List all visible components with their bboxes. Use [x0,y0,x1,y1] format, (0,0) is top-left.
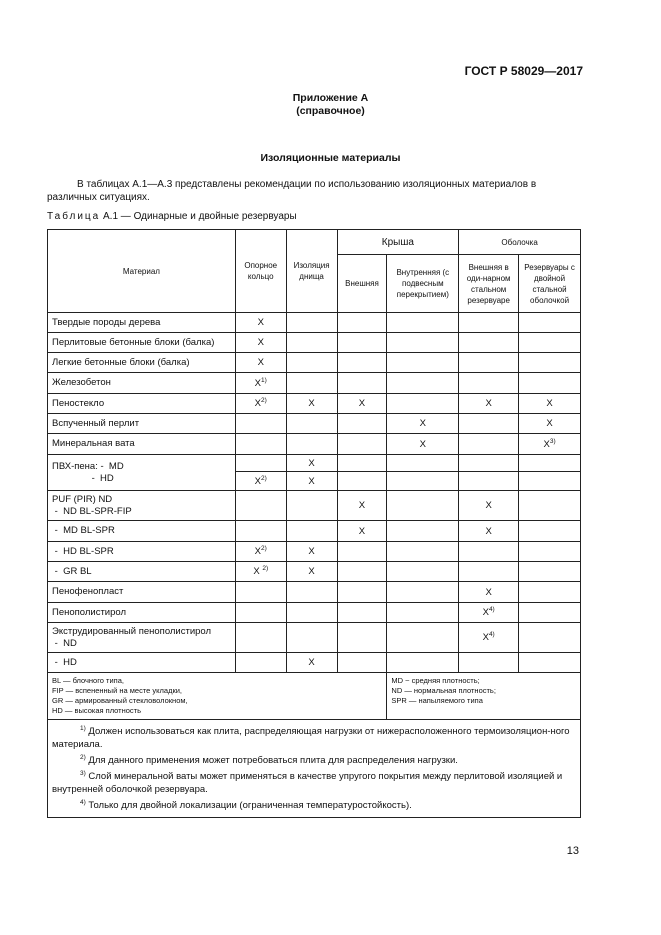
mark-cell [337,491,387,521]
mark: X [485,398,492,409]
mark-cell [519,491,581,521]
table-row [48,434,581,455]
mark: X [253,566,263,578]
intro-paragraph: В таблицах А.1—А.3 представлены рекомендации по использованию изоляционных материалов в различных ситуациях. [47,179,537,203]
mark-cell [459,653,519,673]
legend-entry: FIP — вспененный на месте укладки, [52,686,183,695]
mark-cell [337,414,387,434]
table-row [48,521,581,542]
header-roof-outer: Внешняя [337,255,387,313]
document-code: ГОСТ Р 58029—2017 [464,64,583,78]
mark-cell [459,333,519,353]
mark: X [358,500,366,511]
mark-cell [235,434,286,455]
mark-cell [519,373,581,394]
mark: X [358,525,366,537]
mark-cell [337,333,387,353]
mark: X [482,607,489,619]
mark-cell [387,353,459,373]
mark-cell [387,333,459,353]
table-row [48,542,581,562]
mark: X [543,439,550,451]
mark-cell [459,491,519,521]
mark-cell [235,542,286,562]
mark-cell [387,582,459,603]
mark: X [308,566,315,577]
material-cell: Минеральная вата [48,434,236,455]
mark-cell [459,521,519,542]
table-row [48,603,581,623]
mark: X [254,398,262,410]
mark-cell [286,434,337,455]
mark: X [485,586,492,598]
mark-cell [337,562,387,582]
legend-left [48,673,387,720]
mark-cell [387,623,459,653]
mark-cell [519,434,581,455]
mark-cell [519,521,581,542]
table-row [48,394,581,414]
mark: X [254,378,262,390]
mark-cell [235,394,286,414]
mark: X [308,546,315,557]
mark-cell [286,373,337,394]
legend-entry: ND — нормальная плотность; [391,686,496,695]
mark-cell [459,434,519,455]
legend-right [387,673,581,720]
mark: X [308,657,315,668]
mark-cell [286,394,337,414]
mark-cell [519,562,581,582]
material-cell: - GR BL [48,562,236,582]
mark-cell [235,414,286,434]
mark-cell [235,455,286,472]
footnote-number: 2) [80,754,86,762]
legend-entry: MD ~ средняя плотность; [391,676,480,685]
page-number: 13 [566,845,579,857]
mark-cell [459,373,519,394]
mark-cell [459,542,519,562]
material-cell: PUF (PIR) ND - ND BL-SPR-FIP [48,491,236,521]
mark-cell [519,603,581,623]
appendix-title: Приложение А [292,92,369,104]
mark: X [485,525,492,537]
mark-cell [337,472,387,491]
material-cell: Пенополистирол [48,603,236,623]
material-cell: Железобетон [48,373,236,394]
material-cell: Перлитовые бетонные блоки (балка) [48,333,236,353]
material-cell: - HD BL-SPR [48,542,236,562]
material-cell: Пеностекло [48,394,236,414]
footnote [52,796,576,812]
mark-cell [286,313,337,333]
table-row [48,414,581,434]
mark: X [257,317,264,328]
mark-cell [235,491,286,521]
footnote-ref: 2) [261,474,267,482]
mark-cell [459,455,519,472]
material-cell: Вспученный перлит [48,414,236,434]
mark-cell [519,623,581,653]
mark-cell [286,582,337,603]
mark-cell [337,582,387,603]
mark-cell [519,394,581,414]
mark: X [257,357,264,368]
legend-entry: BL — блочного типа, [52,676,124,685]
mark: X [482,632,489,644]
mark-cell [337,653,387,673]
footnote-ref: 3) [549,437,556,445]
footnote-number: 3) [80,770,86,778]
mark-cell [286,353,337,373]
table-caption-text: А.1 — Одинарные и двойные резервуары [100,211,297,222]
mark-cell [387,491,459,521]
table-caption-prefix: Таблица [47,211,101,222]
footnote [52,722,576,751]
mark-cell [286,414,337,434]
mark-cell [519,653,581,673]
mark-cell [519,455,581,472]
header-bottom: Изоляция днища [286,230,337,313]
mark-cell [387,394,459,414]
mark-cell [459,353,519,373]
mark-cell [387,653,459,673]
footnote-ref: 2) [262,565,269,573]
footnote-ref: 2) [261,545,267,553]
mark-cell [235,653,286,673]
footnote-text: Только для двойной локализации (ограниченная температуростойкость). [85,800,412,812]
mark-cell [387,562,459,582]
mark-cell [387,373,459,394]
mark: X [308,398,315,409]
header-ring: Опорное кольцо [235,230,286,313]
mark-cell [337,434,387,455]
mark-cell [459,562,519,582]
mark-cell [286,653,337,673]
mark-cell [337,313,387,333]
mark-cell [337,623,387,653]
mark-cell [286,333,337,353]
mark-cell [459,313,519,333]
mark-cell [519,333,581,353]
mark-cell [235,521,286,542]
legend-entry: GR — армированный стекловолокном, [52,696,188,705]
mark-cell [235,562,286,582]
mark: X [254,476,262,488]
header-material: Материал [48,230,236,313]
mark-cell [519,542,581,562]
mark-cell [286,521,337,542]
appendix-subtitle: (справочное) [296,105,365,117]
mark-cell [235,333,286,353]
footnote [52,767,576,796]
mark-cell [387,434,459,455]
mark: X [546,398,553,409]
mark-cell [286,491,337,521]
mark-cell [387,313,459,333]
footnote-text: Должен использоваться как плита, распределяющая нагрузки от нижерасположенного термоизоляцион-ного материала. [52,726,570,751]
mark-cell [286,562,337,582]
mark-cell [459,394,519,414]
mark-cell [337,521,387,542]
table-row [48,562,581,582]
table-row [48,653,581,673]
footnote-text: Для данного применения может потребоваться плита для распределения нагрузки. [85,755,458,767]
mark: X [358,398,366,409]
material-cell: - MD BL-SPR [48,521,236,542]
mark-cell [519,472,581,491]
mark-cell [387,472,459,491]
mark-cell [459,472,519,491]
mark-cell [387,603,459,623]
footnote-ref: 2) [261,397,267,405]
table-row [48,373,581,394]
mark-cell [459,582,519,603]
footnote-number: 1) [80,725,86,732]
mark-cell [387,542,459,562]
mark-cell [519,582,581,603]
mark: X [308,475,315,487]
table-row [48,353,581,373]
table-row [48,491,581,521]
footnote-ref: 4) [488,606,495,614]
header-shell: Оболочка [459,230,581,255]
mark-cell [459,623,519,653]
material-cell: Легкие бетонные блоки (балка) [48,353,236,373]
table-row [48,623,581,653]
table-caption [47,211,297,222]
mark-cell [235,582,286,603]
header-roof: Крыша [337,230,459,255]
mark-cell [337,455,387,472]
footnote-number: 4) [80,799,86,807]
mark: X [257,337,264,348]
material-cell: Экструдированный пенополистирол - ND [48,623,236,653]
mark-cell [235,353,286,373]
materials-table [47,229,581,818]
mark-cell [519,353,581,373]
mark-cell [286,603,337,623]
legend-entry: HD — высокая плотность [52,706,142,715]
mark-cell [235,623,286,653]
mark-cell [459,603,519,623]
footnote-ref: 1) [261,376,267,384]
legend-entry: SPR — напыляемого типа [391,696,483,705]
mark-cell [459,414,519,434]
mark-cell [235,603,286,623]
table-row [48,313,581,333]
header-shell-double: Резервуары с двойной стальной оболочкой [519,255,581,313]
mark-cell [337,373,387,394]
mark-cell [286,455,337,472]
table-row [48,333,581,353]
mark-cell [387,521,459,542]
footnotes [48,720,581,818]
mark: X [254,546,262,558]
section-title: Изоляционные материалы [260,152,401,164]
mark-cell [337,603,387,623]
mark-cell [337,394,387,414]
table-row [48,455,581,472]
mark: X [419,418,426,429]
mark: X [546,418,553,429]
mark-cell [235,313,286,333]
material-cell: Твердые породы дерева [48,313,236,333]
mark-cell [387,455,459,472]
mark-cell [286,472,337,491]
mark-cell [519,313,581,333]
header-shell-single: Внешняя в оди-нарном стальном резервуаре [459,255,519,313]
mark: X [485,500,492,511]
mark-cell [337,353,387,373]
footnote-text: Слой минеральной ваты может применяться в качестве упругого покрытия между перлитовой изоляцией и внутренней оболочкой резервуара. [52,771,563,796]
footnote [52,751,576,767]
mark-cell [387,414,459,434]
header-roof-inner: Внутренняя (с подвесным перекрытием) [387,255,459,313]
mark: X [308,457,315,469]
appendix-heading [0,92,661,118]
mark-cell [235,472,286,491]
mark-cell [337,542,387,562]
mark-cell [235,373,286,394]
mark-cell [286,623,337,653]
table-row [48,582,581,603]
material-cell: ПВХ-пена: - MD - HD [48,455,236,491]
mark: X [419,438,426,450]
material-cell: Пенофенопласт [48,582,236,603]
mark-cell [286,542,337,562]
material-cell: - HD [48,653,236,673]
mark-cell [519,414,581,434]
footnote-ref: 4) [488,631,495,639]
